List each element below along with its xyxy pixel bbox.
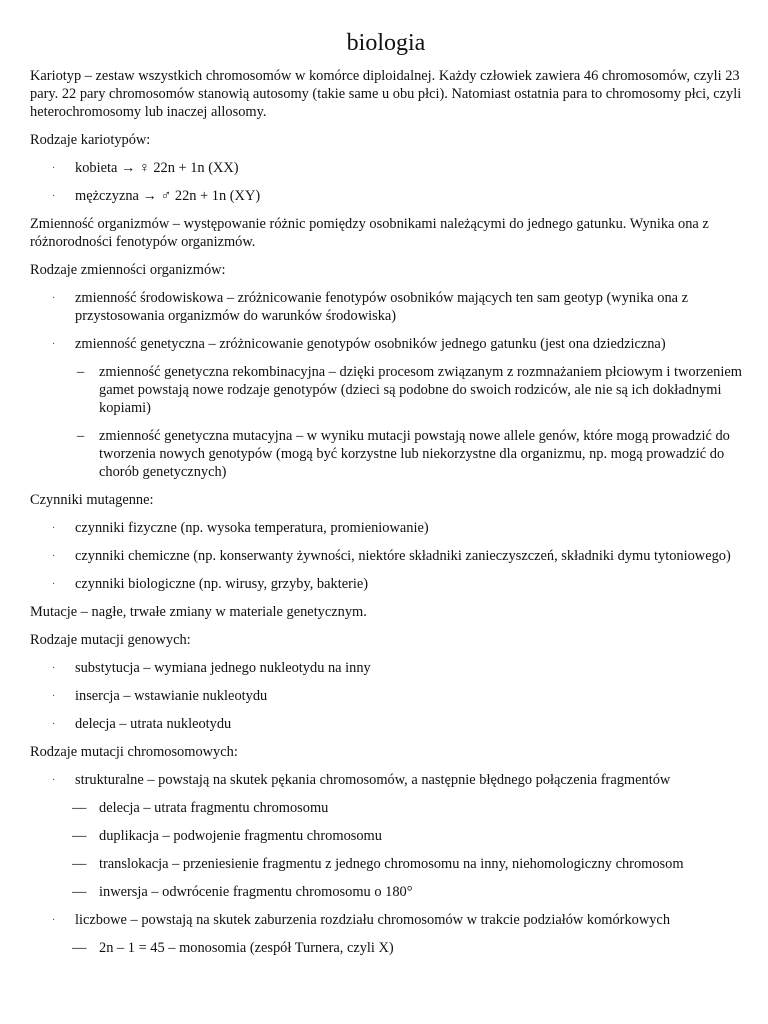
list-item: · strukturalne – powstają na skutek pękania chromosomów, a następnie błędnego połączenia fragmentów (52, 772, 671, 788)
bullet-dot-icon: · (52, 691, 56, 702)
bullet-dot-icon: · (52, 191, 56, 202)
bullet-dash-icon: – (77, 364, 85, 380)
list-item: · czynniki biologiczne (np. wirusy, grzyby, bakterie) (52, 576, 369, 592)
bullet-dot-icon: · (52, 663, 56, 674)
list-item: · liczbowe – powstają na skutek zaburzenia rozdziału chromosomów w trakcie podziałów komórkowych (52, 912, 671, 928)
bullet-dot-icon: · (52, 523, 56, 534)
bullet-dash-icon: – (77, 428, 85, 444)
paragraph-mutations: Mutacje – nagłe, trwałe zmiany w materiale genetycznym. (30, 604, 367, 620)
bullet-dot-icon: · (52, 339, 56, 350)
bullet-dot-icon: · (52, 551, 56, 562)
bullet-dash-icon: — (72, 884, 87, 900)
paragraph-karyotype: Kariotyp – zestaw wszystkich chromosomów w komórce diploidalnej. Każdy człowiek zawiera 46 chromosomów, czyli 23 pary. 22 pary chromosomów stanowią autosomy (takie same u obu płci). Natomiast ostatnia para to chromosomy płci, czyli heterochromosomy lub inaczej allosomy. (30, 68, 742, 120)
sub-list-item: – zmienność genetyczna mutacyjna – w wyniku mutacji powstają nowe allele genów, które mogą prowadzić do tworzenia nowych genotypów (mogą być korzystne lub niekorzystne dla organizmu, np. mogą prowadzić do chorób genetycznych) (77, 428, 730, 480)
list-gene-mutations (30, 659, 742, 733)
document-page (30, 27, 742, 967)
list-item: · zmienność środowiskowa – zróżnicowanie fenotypów osobników mających ten sam geotyp (wynika ona z przystosowania organizmów do warunków środowiska) (52, 290, 689, 324)
bullet-dash-icon: — (72, 800, 87, 816)
list-item: · kobieta → ♀ 22n + 1n (XX) (52, 160, 239, 176)
bullet-dot-icon: · (52, 293, 56, 304)
list-item: · zmienność genetyczna – zróżnicowanie genotypów osobników jednego gatunku (jest ona dziedziczna) (52, 336, 666, 352)
bullet-dot-icon: · (52, 163, 56, 174)
list-item: · insercja – wstawianie nukleotydu (52, 688, 268, 704)
page-title: biologia (346, 30, 426, 56)
list-chromosome-mutations (30, 771, 742, 957)
sub-list-item: — duplikacja – podwojenie fragmentu chromosomu (72, 828, 382, 844)
list-item: · czynniki chemiczne (np. konserwanty żywności, niektóre składniki zanieczyszczeń, składniki dymu tytoniowego) (52, 548, 731, 564)
paragraph-variability: Zmienność organizmów – występowanie różnic pomiędzy osobnikami należącymi do jednego gatunku. Wynika ona z różnorodności fenotypów organizmów. (30, 216, 709, 250)
heading-karyotype-types: Rodzaje kariotypów: (30, 132, 151, 148)
heading-mutagens: Czynniki mutagenne: (30, 492, 154, 508)
list-karyotypes (30, 159, 742, 205)
sub-list-item: — translokacja – przeniesienie fragmentu z jednego chromosomu na inny, niehomologiczny chromosom (72, 856, 684, 872)
bullet-dash-icon: — (72, 940, 87, 956)
list-mutagens (30, 519, 742, 593)
sub-list-item: — delecja – utrata fragmentu chromosomu (72, 800, 329, 816)
list-variability (30, 289, 742, 481)
sub-list-item: — 2n – 1 = 45 – monosomia (zespół Turnera, czyli X) (72, 940, 394, 956)
heading-variability-types: Rodzaje zmienności organizmów: (30, 262, 226, 278)
list-item: · czynniki fizyczne (np. wysoka temperatura, promieniowanie) (52, 520, 429, 536)
bullet-dash-icon: — (72, 856, 87, 872)
list-item: · delecja – utrata nukleotydu (52, 716, 232, 732)
bullet-dot-icon: · (52, 915, 56, 926)
sub-list-item: – zmienność genetyczna rekombinacyjna – dzięki procesom związanym z rozmnażaniem płciowym i tworzeniem gamet powstają nowe rodzaje genotypów (dzieci są podobne do swoich rodziców, ale nie są ich dokładnymi kopiami) (77, 364, 742, 416)
heading-gene-mutations: Rodzaje mutacji genowych: (30, 632, 191, 648)
bullet-dash-icon: — (72, 828, 87, 844)
bullet-dot-icon: · (52, 719, 56, 730)
bullet-dot-icon: · (52, 579, 56, 590)
list-item: · mężczyzna → ♂ 22n + 1n (XY) (52, 188, 261, 204)
list-item: · substytucja – wymiana jednego nukleotydu na inny (52, 660, 371, 676)
sub-list-item: — inwersja – odwrócenie fragmentu chromosomu o 180° (72, 884, 413, 900)
heading-chromosome-mutations: Rodzaje mutacji chromosomowych: (30, 744, 238, 760)
bullet-dot-icon: · (52, 775, 56, 786)
